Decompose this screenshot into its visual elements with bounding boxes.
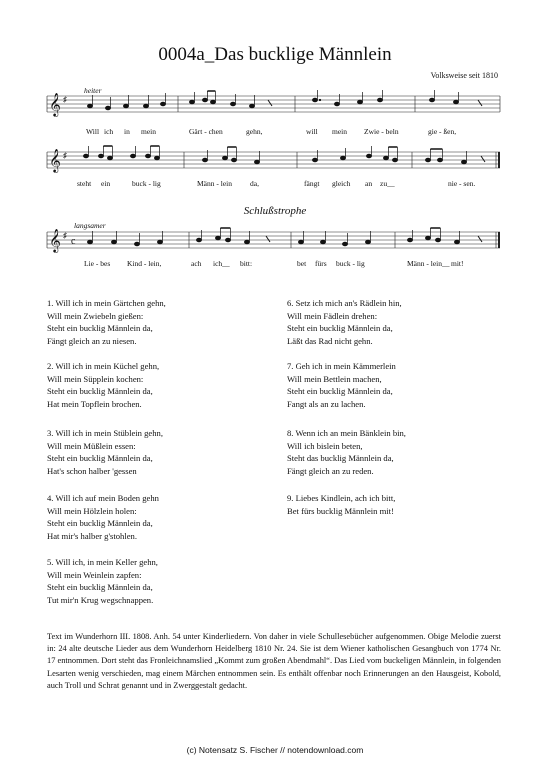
svg-text:c: c — [71, 236, 76, 247]
verse-9: 9. Liebes Kindlein, ach ich bitt, Bet fürs bucklig Männlein mit! — [287, 493, 396, 516]
lyric: ein — [101, 179, 111, 188]
lyric: ich__ — [213, 259, 230, 268]
verse-4: 4. Will ich auf mein Boden gehn Will mein Hölzlein holen: Steht ein bucklig Männlein da, Hat mir's halber g'stohlen. — [47, 493, 159, 541]
lyric: in — [124, 127, 130, 136]
verse-3: 3. Will ich in mein Stüblein gehn, Will mein Müßlein essen: Steht ein bucklig Männlein da, Hat's schon halber 'gessen — [47, 428, 163, 476]
verse-1: 1. Will ich in mein Gärtchen gehn, Will mein Zwiebeln gießen: Steht ein bucklig Männlein da, Fängt gleich an zu niesen. — [47, 298, 166, 346]
verse-8: 8. Wenn ich an mein Bänklein bin, Will ich bislein beten, Steht das bucklig Männlein da, Fängt gleich an zu reden. — [287, 428, 406, 476]
lyric: mein — [332, 127, 347, 136]
copyright-footer: (c) Notensatz S. Fischer // notendownload.com — [186, 745, 364, 755]
lyric: Kind - lein, — [127, 259, 162, 268]
svg-text:𝄞: 𝄞 — [49, 148, 61, 172]
lyric: Gärt - chen — [189, 127, 223, 136]
lyric: fürs — [315, 259, 327, 268]
music-staff-1 — [0, 94, 550, 124]
svg-text:♯: ♯ — [63, 151, 67, 160]
lyric: da, — [250, 179, 259, 188]
tempo-marking-heiter: heiter — [84, 86, 102, 95]
lyric: Männ - lein — [197, 179, 232, 188]
verse-5: 5. Will ich, in mein Keller gehn, Will mein Weinlein zapfen: Steht ein bucklig Männlein da, Tut mir'n Krug wegschnappen. — [47, 557, 158, 605]
lyric: fängt — [304, 179, 320, 188]
lyric: Lie - bes — [84, 259, 111, 268]
source-note: Text im Wunderhorn III. 1808. Anh. 54 unter Kinderliedern. Von daher in viele Schullesebücher aufgenommen. Obige Melodie zuerst in: 24 alte deutsche Lieder aus dem Wunderhorn Heidelberg 1810 Nr. 24. Sie ist dem Wiener katholischen Gesangbuch von 1774 Nr. 17 entnommen. Dort steht das Fronleichnamslied „Kommt zum großen Abendmahl“. Das Lied vom buckeligen Männlein, in folgenden Lesarten wenig verschieden, mag einem Märchen entnommen sein. Es enthält offenbar noch Erinnerungen an den Hausgeist, Kobold, auch Troll und Schrat genannt und in Zwerggestalt gedacht. — [47, 632, 501, 690]
lyric: zu__ — [380, 179, 395, 188]
lyric: mit! — [451, 259, 464, 268]
lyric: ach — [191, 259, 202, 268]
lyric: Männ - lein__ — [407, 259, 450, 268]
svg-text:♯: ♯ — [63, 95, 67, 104]
verse-7: 7. Geh ich in mein Kämmerlein Will mein Bettlein machen, Steht ein bucklig Männlein da, Fangt als an zu lachen. — [287, 361, 396, 409]
lyric: Will — [86, 127, 100, 136]
music-staff-3 — [0, 230, 550, 260]
svg-text:𝄞: 𝄞 — [49, 228, 61, 252]
notes-system-2 — [83, 146, 466, 164]
svg-text:♯: ♯ — [63, 231, 67, 240]
page-title: 0004a_Das bucklige Männlein — [158, 44, 392, 65]
notes-system-3 — [87, 228, 459, 246]
tempo-marking-langsamer: langsamer — [74, 221, 106, 230]
melody-origin: Volksweise seit 1810 — [430, 71, 498, 80]
lyric: gie - ßen, — [428, 127, 457, 136]
lyric: bet — [297, 259, 307, 268]
verse-2: 2. Will ich in mein Küchel gehn, Will mein Süpplein kochen: Steht ein bucklig Männlein da, Hat mein Topflein brochen. — [47, 361, 160, 409]
lyric: mein — [141, 127, 156, 136]
lyric: bitt: — [240, 259, 253, 268]
section-heading: Schlußstrophe — [243, 205, 307, 217]
svg-text:𝄞: 𝄞 — [49, 92, 61, 116]
lyric: buck - lig — [132, 179, 161, 188]
lyric: gleich — [332, 179, 351, 188]
lyric: will — [306, 127, 318, 136]
lyric: buck - lig — [336, 259, 365, 268]
verse-6: 6. Setz ich mich an's Rädlein hin, Will mein Fädlein drehen: Steht ein bucklig Männlein da, Läßt das Rad nicht gehn. — [287, 298, 402, 346]
lyric: gehn, — [246, 127, 263, 136]
lyric: ich — [104, 127, 114, 136]
lyric: nie - sen. — [448, 179, 476, 188]
music-staff-2 — [0, 150, 550, 180]
lyric: Zwie - beln — [364, 127, 399, 136]
lyric: an — [365, 179, 373, 188]
lyric: steht — [77, 179, 92, 188]
